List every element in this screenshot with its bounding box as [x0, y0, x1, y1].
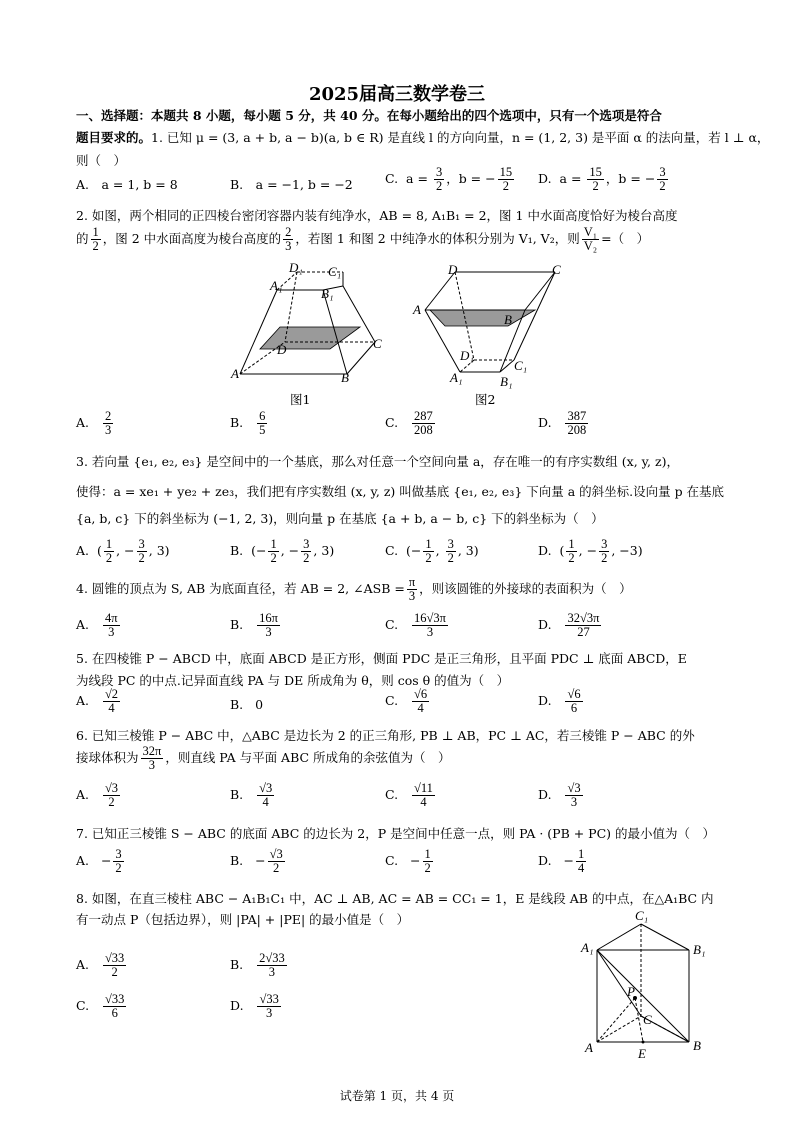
q8-fig-label: B [693, 1038, 701, 1053]
section-heading: 一、选择题：本题共 8 小题，每小题 5 分，共 40 分。在每小题给出的四个选项中，只有一个选项是符合 [76, 108, 662, 123]
q6-option-c: C. $\frac{√11}{4}$ [385, 781, 433, 809]
q1-option-b: B. a = −1, b = −2 [230, 177, 353, 192]
q8-option-a: A. $\frac{√33}{2}$ [76, 951, 125, 979]
q7-option-c: C. − $\frac{1}{2}$ [385, 847, 431, 875]
q8-fig-label: B₁ [693, 942, 706, 957]
q4-option-c: C. $\frac{16√3\pi}{3}$ [385, 611, 446, 639]
fig1-label: D [277, 342, 287, 357]
q4-option-d: D. $\frac{32√3\pi}{27}$ [538, 611, 600, 639]
q2-option-c: C. $\frac{287}{208}$ [385, 409, 433, 437]
q3-option-c: C. (− $\frac{1}{2}$ , $\frac{3}{2}$ , 3) [385, 537, 479, 565]
q4-stem: 4. 圆锥的顶点为 S, AB 为底面直径，若 AB = 2, ∠ASB = $\frac{\pi}{3}$ ，则该圆锥的外接球的表面积为（ ） [76, 575, 632, 603]
q7-option-a: A. − $\frac{3}{2}$ [76, 847, 122, 875]
q5-stem: 5. 在四棱锥 P − ABCD 中，底面 ABCD 是正方形，侧面 PDC 是正三角形，且平面 PDC ⊥ 底面 ABCD，E [76, 651, 687, 666]
fig2-label: C [552, 262, 561, 277]
q8-fig-label: C₁ [635, 908, 649, 923]
q6-option-b: B. $\frac{√3}{4}$ [230, 781, 273, 809]
q2-figure-2 [410, 262, 590, 412]
fig2-label: B [504, 312, 512, 327]
q2-stem-2: 的 $\frac{1}{2}$ ，图 2 中水面高度为棱台高度的 $\frac{2}{3}$ ，若图 1 和图 2 中纯净水的体积分别为 V₁, V₂，则 $\frac{\text{V₁}}{\text{V₂}}$ =（ ） [76, 225, 650, 253]
fig1-label: C₁ [328, 264, 342, 279]
q7-option-d: D. − $\frac{1}{4}$ [538, 847, 585, 875]
fig1-label: B [341, 370, 349, 385]
q1-option-d: D. a = $\frac{15}{2}$ ，b = − $\frac{3}{2}$ [538, 165, 666, 193]
fig2-caption: 图2 [475, 392, 496, 407]
fig2-label: C₁ [514, 358, 528, 373]
q1-stem: 题目要求的。1. 已知 μ = (3, a + b, a − b)(a, b ∈ R) 是直线 l 的方向向量，n = (1, 2, 3) 是平面 α 的法向量，若 l ⊥ α， [76, 130, 770, 145]
q2-option-d: D. $\frac{387}{208}$ [538, 409, 587, 437]
fig1-label: D₁ [289, 260, 303, 275]
q8-figure [575, 908, 725, 1062]
q6-option-a: A. $\frac{√3}{2}$ [76, 781, 119, 809]
q7-option-b: B. − $\frac{√3}{2}$ [230, 847, 283, 875]
q6-option-d: D. $\frac{√3}{3}$ [538, 781, 581, 809]
q8-fig-label: E [638, 1046, 646, 1061]
fig1-label: B₁ [321, 286, 334, 301]
q2-option-b: B. $\frac{6}{5}$ [230, 409, 266, 437]
fig2-label: B₁ [500, 374, 513, 389]
q4-option-b: B. $\frac{16\pi}{3}$ [230, 611, 278, 639]
fig1-caption: 图1 [290, 392, 311, 407]
q1-option-a: A. a = 1, b = 8 [76, 177, 178, 192]
q5-option-b: B. 0 [230, 697, 264, 712]
q8-fig-label: C [643, 1012, 652, 1027]
q6-stem: 6. 已知三棱锥 P − ABC 中，△ABC 是边长为 2 的正三角形, PB ⊥ AB，PC ⊥ AC，若三棱锥 P − ABC 的外 [76, 728, 695, 743]
q5-option-d: D. $\frac{√6}{6}$ [538, 687, 581, 715]
q6-stem-2: 接球体积为 $\frac{32\pi}{3}$ ，则直线 PA 与平面 ABC 所成角的余弦值为（ ） [76, 744, 451, 772]
page-footer: 试卷第 1 页，共 4 页 [339, 1089, 455, 1103]
q8-option-c: C. $\frac{√33}{6}$ [76, 992, 125, 1020]
q3-stem-2: 使得：a = xe₁ + ye₂ + ze₃，我们把有序实数组 (x, y, z) 叫做基底 {e₁, e₂, e₃} 下向量 a 的斜坐标.设向量 p 在基底 [76, 484, 725, 499]
q1-option-c: C. a = $\frac{3}{2}$ ，b = − $\frac{15}{2}$ [385, 165, 513, 193]
q5-stem-2: 为线段 PC 的中点.记异面直线 PA 与 DE 所成角为 θ，则 cos θ 的值为（ ） [76, 673, 510, 688]
q8-option-d: D. $\frac{√33}{3}$ [230, 992, 279, 1020]
fig2-label: D [448, 262, 458, 277]
q3-stem-3: {a, b, c} 下的斜坐标为 (−1, 2, 3)，则向量 p 在基底 {a + b, a − b, c} 下的斜坐标为（ ） [76, 511, 604, 526]
q8-fig-label: A₁ [581, 940, 594, 955]
q8-fig-label: A [585, 1040, 593, 1055]
q8-stem: 8. 如图，在直三棱柱 ABC − A₁B₁C₁ 中，AC ⊥ AB, AC = AB = CC₁ = 1，E 是线段 AB 的中点，在△A₁BC 内 [76, 891, 714, 906]
fig2-label: A [413, 302, 421, 317]
q8-fig-label: P [627, 984, 635, 999]
q8-stem-2: 有一动点 P（包括边界），则 |PA| + |PE| 的最小值是（ ） [76, 912, 410, 927]
q2-stem: 2. 如图，两个相同的正四棱台密闭容器内装有纯净水，AB = 8, A₁B₁ = 2，图 1 中水面高度恰好为棱台高度 [76, 208, 678, 223]
fig2-label: D₁ [460, 348, 474, 363]
fig1-label: A [231, 366, 239, 381]
q4-option-a: A. $\frac{4\pi}{3}$ [76, 611, 118, 639]
q3-stem: 3. 若向量 {e₁, e₂, e₃} 是空间中的一个基底，那么对任意一个空间向量 a，存在唯一的有序实数组 (x, y, z)， [76, 454, 679, 469]
page-title: 2025届高三数学卷三 [308, 84, 486, 105]
q8-option-b: B. $\frac{2√33}{3}$ [230, 951, 285, 979]
fig1-label: C [373, 336, 382, 351]
q2-option-a: A. $\frac{2}{3}$ [76, 409, 112, 437]
q7-stem: 7. 已知正三棱锥 S − ABC 的底面 ABC 的边长为 2，P 是空间中任意一点，则 PA · (PB + PC) 的最小值为（ ） [76, 826, 716, 841]
q3-option-b: B. (− $\frac{1}{2}$ , − $\frac{3}{2}$ , 3) [230, 537, 335, 565]
q3-option-a: A. ( $\frac{1}{2}$ , − $\frac{3}{2}$ , 3) [76, 537, 170, 565]
fig1-label: A₁ [270, 278, 283, 293]
q5-option-a: A. $\frac{√2}{4}$ [76, 687, 119, 715]
q2-figure-1 [225, 262, 405, 412]
fig2-label: A₁ [450, 370, 463, 385]
q5-option-c: C. $\frac{√6}{4}$ [385, 687, 428, 715]
q1-stem-2: 则（ ） [76, 153, 127, 168]
q3-option-d: D. ( $\frac{1}{2}$ , − $\frac{3}{2}$ , −3) [538, 537, 643, 565]
